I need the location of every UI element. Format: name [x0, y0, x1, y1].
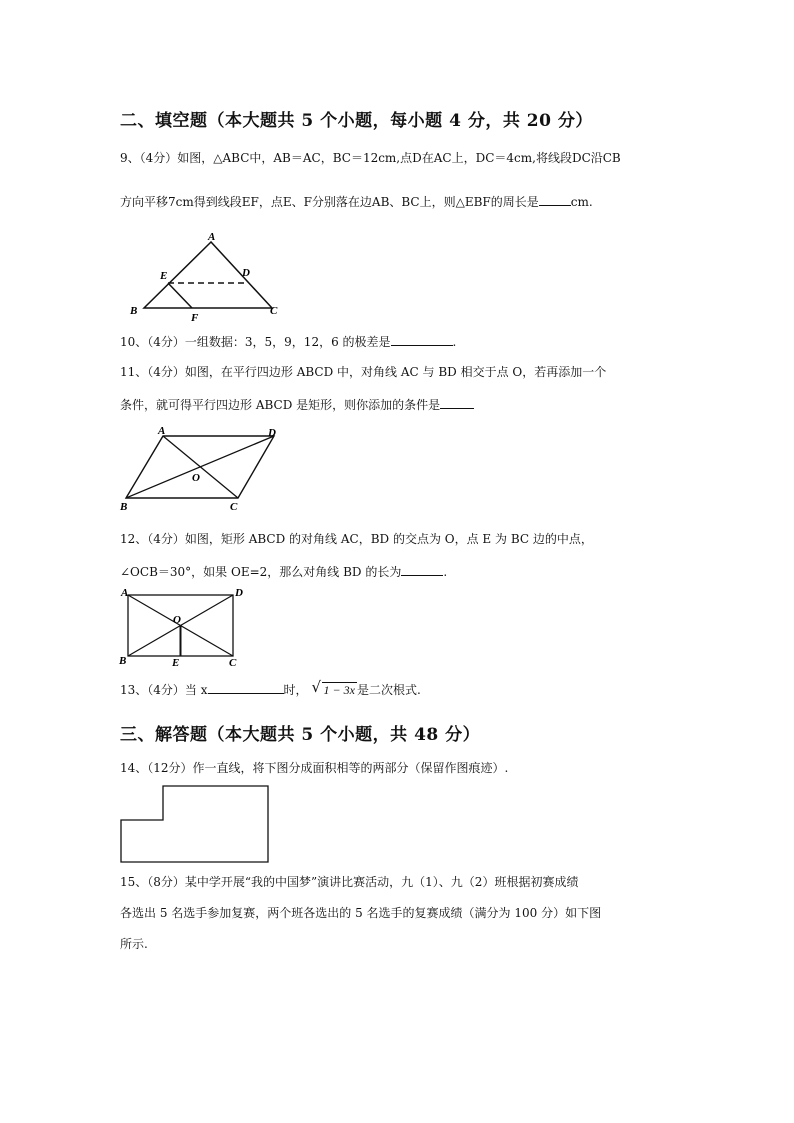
- q13-answer-blank: [208, 681, 284, 694]
- label-c: C: [229, 657, 237, 669]
- diagonal-bd: [126, 436, 274, 498]
- l-shaped-figure: [121, 786, 268, 862]
- label-e: E: [172, 657, 180, 669]
- label-a: A: [158, 425, 166, 437]
- ef-segment: [168, 283, 192, 308]
- q14-line: 14、（12分）作一直线，将下图分成面积相等的两部分（保留作图痕迹）.: [120, 761, 509, 775]
- q10-end: .: [452, 335, 457, 349]
- q11-line-2: [120, 396, 474, 413]
- label-c: C: [270, 305, 278, 317]
- q15-line-3: 所示.: [120, 937, 148, 951]
- q11-figure-parallelogram: [118, 424, 288, 516]
- label-c: C: [230, 501, 238, 513]
- q11-text: 条件，就可得平行四边形 ABCD 是矩形，则你添加的条件是: [120, 398, 441, 412]
- label-e: E: [160, 270, 168, 282]
- q10-line: [120, 333, 456, 350]
- label-b: B: [120, 501, 128, 513]
- label-d: D: [235, 587, 243, 599]
- q9-answer-blank: [539, 193, 571, 206]
- q13-middle: 时，: [283, 683, 308, 697]
- q11-line-1: 11、（4分）如图，在平行四边形 ABCD 中，对角线 AC 与 BD 相交于点 O，若再添加一个: [120, 365, 607, 379]
- q15-line-1: 15、（8分）某中学开展“我的中国梦”演讲比赛活动，九（1）、九（2）班根据初赛成绩: [120, 875, 579, 889]
- radicand: 1 − 3x: [323, 683, 355, 697]
- q9-figure-triangle: [120, 226, 290, 326]
- q9-text: 方向平移7cm得到线段EF，点E、F分别落在边AB、BC上，则△EBF的周长是: [120, 195, 539, 209]
- q9-line-1: 9、（4分）如图，△ABC中，AB＝AC，BC＝12cm,点D在AC上，DC＝4cm,将线段DC沿CB: [120, 151, 621, 165]
- q10-answer-blank: [391, 333, 453, 346]
- q12-line-1: 12、（4分）如图，矩形 ABCD 的对角线 AC，BD 的交点为 O，点 E 为 BC 边的中点，: [120, 532, 593, 546]
- q15-line-2: 各选出 5 名选手参加复赛，两个班各选出的 5 名选手的复赛成绩（满分为 100 分）如下图: [120, 906, 602, 920]
- q9-line-2: [120, 193, 593, 210]
- q13-text: 13、（4分）当 x: [120, 683, 208, 697]
- sqrt-symbol: √: [311, 678, 322, 696]
- section-3-heading: 三、解答题（本大题共 5 个小题，共 48 分）: [120, 725, 481, 745]
- q10-text: 10、（4分）一组数据：3，5，9，12，6 的极差是: [120, 335, 391, 349]
- q13-end: 是二次根式.: [356, 683, 421, 697]
- q12-figure-rectangle: [116, 584, 256, 670]
- q14-figure-composite-shape: [118, 783, 272, 867]
- label-d: D: [268, 427, 276, 439]
- section-2-heading: 二、填空题（本大题共 5 个小题，每小题 4 分，共 20 分）: [120, 111, 593, 131]
- q11-answer-blank: [440, 396, 474, 409]
- q12-answer-blank: [401, 563, 443, 576]
- q12-end: .: [443, 565, 448, 579]
- label-f: F: [191, 312, 199, 324]
- q12-text: ∠OCB＝30°，如果 OE=2，那么对角线 BD 的长为: [120, 565, 402, 579]
- label-d: D: [242, 267, 250, 279]
- label-o: O: [192, 472, 200, 484]
- label-b: B: [119, 655, 127, 667]
- label-o: O: [173, 614, 181, 626]
- label-b: B: [130, 305, 138, 317]
- label-a: A: [208, 231, 216, 243]
- label-a: A: [121, 587, 129, 599]
- q12-line-2: [120, 563, 447, 580]
- sqrt-expression: [311, 678, 357, 698]
- q9-unit: cm.: [570, 195, 593, 209]
- q13-line: [120, 678, 421, 698]
